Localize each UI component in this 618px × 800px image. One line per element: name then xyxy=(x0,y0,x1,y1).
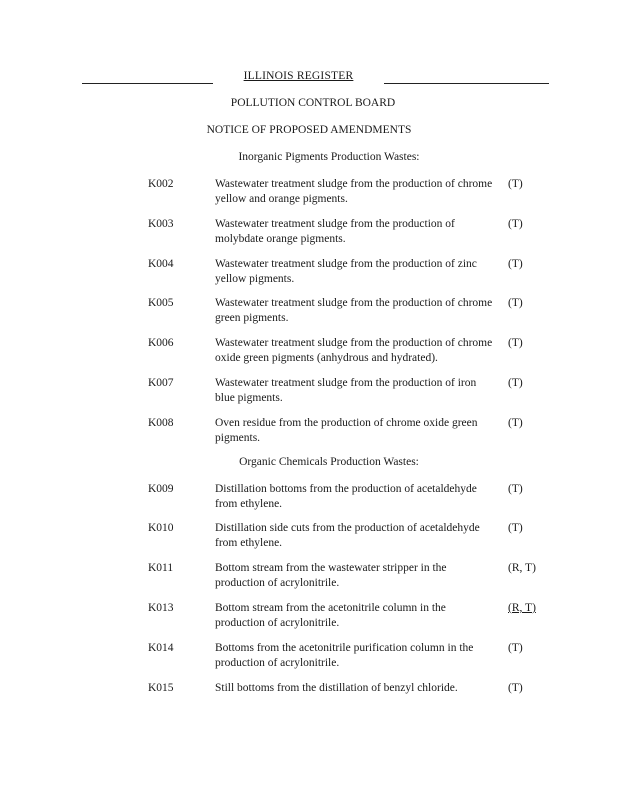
waste-description: Wastewater treatment sludge from the production of molybdate orange pigments. xyxy=(215,218,455,245)
waste-code: K009 xyxy=(148,483,174,495)
register-title: ILLINOIS REGISTER xyxy=(243,70,354,82)
hazard-code: (T) xyxy=(508,218,523,230)
hazard-code: (R, T) xyxy=(508,562,536,574)
waste-code: K002 xyxy=(148,178,174,190)
waste-code: K011 xyxy=(148,562,174,574)
agency-title: POLLUTION CONTROL BOARD xyxy=(230,97,396,109)
waste-description: Wastewater treatment sludge from the production of chrome oxide green pigments (anhydrous and hydrated). xyxy=(215,337,493,364)
waste-code: K004 xyxy=(148,258,174,270)
waste-description: Bottom stream from the acetonitrile column in the production of acrylonitrile. xyxy=(215,602,446,629)
hazard-code: (R, T) xyxy=(508,602,536,614)
waste-code: K010 xyxy=(148,522,174,534)
hazard-code: (T) xyxy=(508,337,523,349)
header-rule-left xyxy=(82,83,213,84)
hazard-code: (T) xyxy=(508,377,523,389)
waste-description: Bottoms from the acetonitrile purification column in the production of acrylonitrile. xyxy=(215,642,474,669)
waste-description: Bottom stream from the wastewater stripper in the production of acrylonitrile. xyxy=(215,562,447,589)
waste-description: Still bottoms from the distillation of benzyl chloride. xyxy=(215,682,458,694)
waste-description: Oven residue from the production of chrome oxide green pigments. xyxy=(215,417,478,444)
hazard-code: (T) xyxy=(508,483,523,495)
hazard-code: (T) xyxy=(508,642,523,654)
waste-description: Wastewater treatment sludge from the production of chrome yellow and orange pigments. xyxy=(215,178,493,205)
waste-description: Wastewater treatment sludge from the production of zinc yellow pigments. xyxy=(215,258,477,285)
hazard-code: (T) xyxy=(508,297,523,309)
waste-code: K006 xyxy=(148,337,174,349)
waste-code: K007 xyxy=(148,377,174,389)
waste-code: K014 xyxy=(148,642,174,654)
section-heading-organic: Organic Chemicals Production Wastes: xyxy=(239,456,419,468)
waste-description: Distillation bottoms from the production of acetaldehyde from ethylene. xyxy=(215,483,477,510)
waste-code: K005 xyxy=(148,297,174,309)
waste-description: Distillation side cuts from the production of acetaldehyde from ethylene. xyxy=(215,522,480,549)
hazard-code: (T) xyxy=(508,522,523,534)
waste-code: K015 xyxy=(148,682,174,694)
waste-code: K013 xyxy=(148,602,174,614)
notice-title: NOTICE OF PROPOSED AMENDMENTS xyxy=(206,124,412,136)
section-heading-inorganic: Inorganic Pigments Production Wastes: xyxy=(238,151,420,163)
hazard-code: (T) xyxy=(508,682,523,694)
waste-description: Wastewater treatment sludge from the production of iron blue pigments. xyxy=(215,377,477,404)
hazard-code: (T) xyxy=(508,417,523,429)
waste-code: K003 xyxy=(148,218,174,230)
hazard-code: (T) xyxy=(508,178,523,190)
header-rule-right xyxy=(384,83,549,84)
waste-description: Wastewater treatment sludge from the production of chrome green pigments. xyxy=(215,297,493,324)
waste-code: K008 xyxy=(148,417,174,429)
hazard-code: (T) xyxy=(508,258,523,270)
